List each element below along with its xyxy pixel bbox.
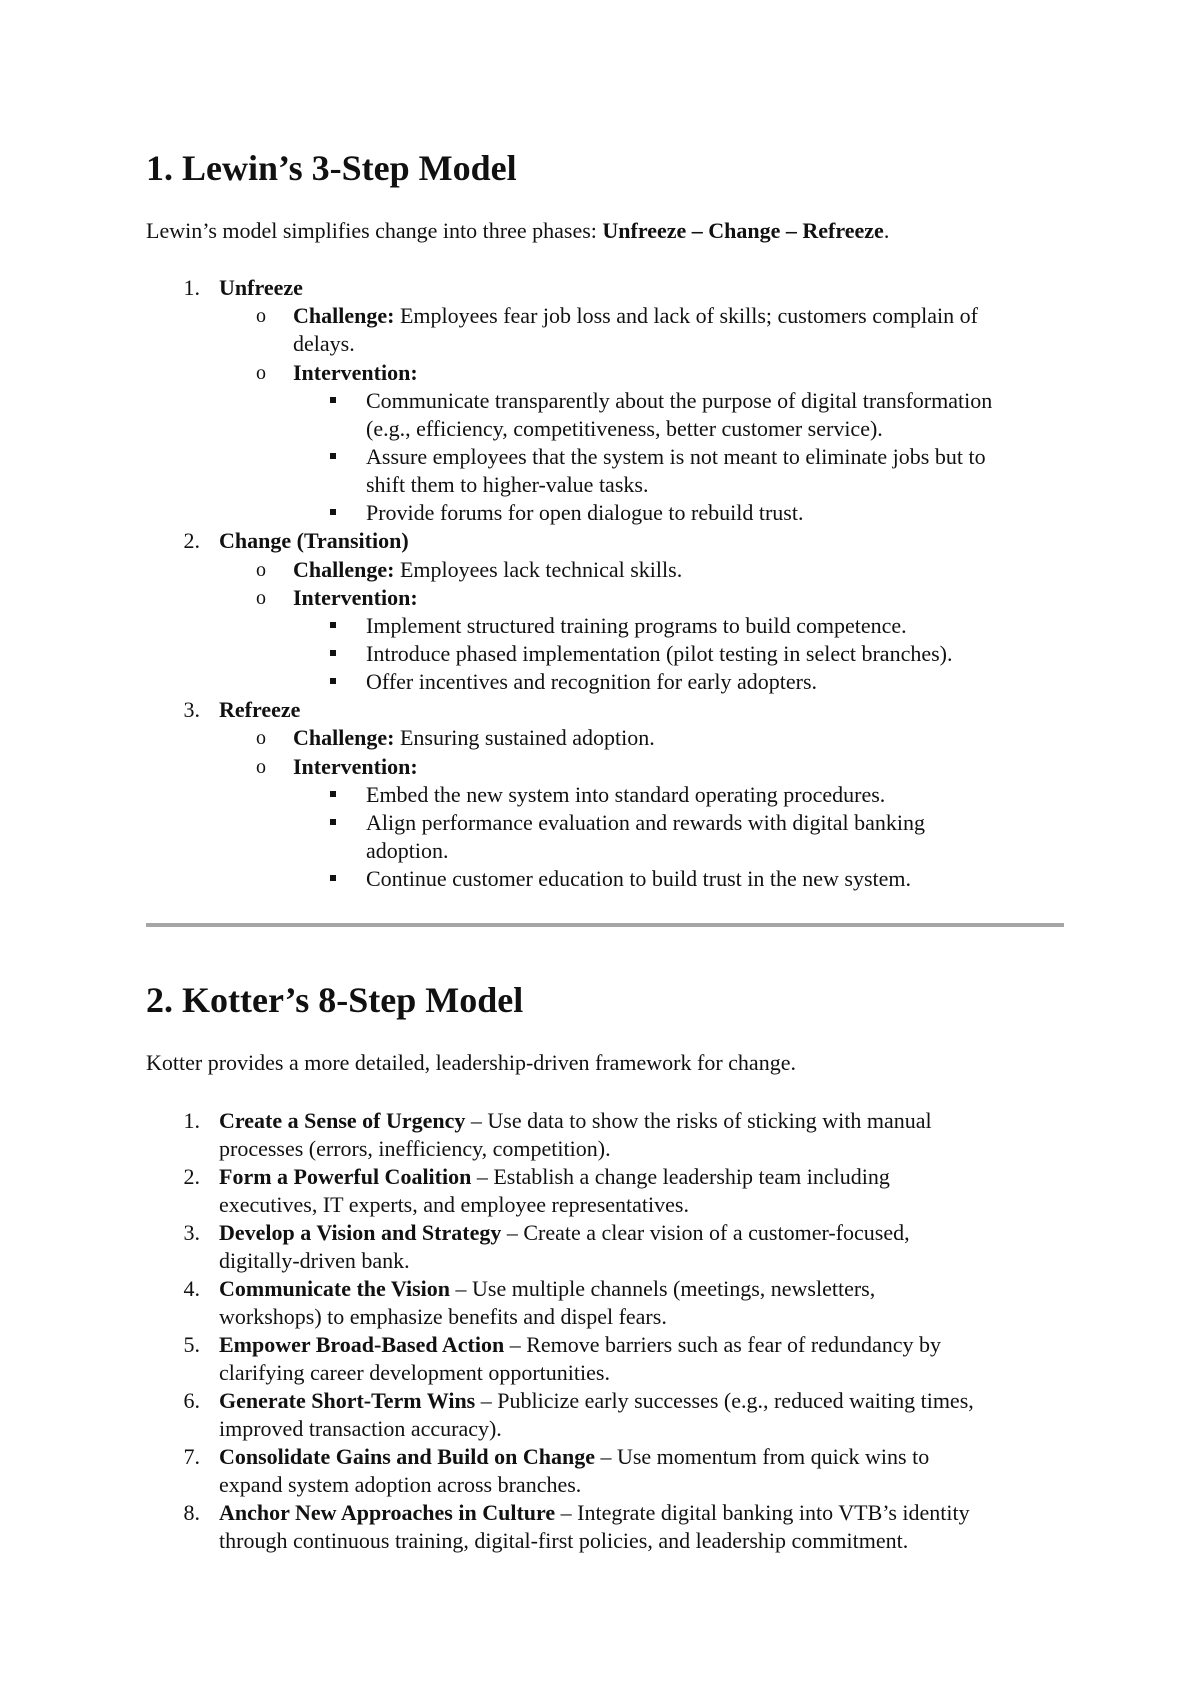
lewin-step-number: 2. bbox=[183, 528, 200, 553]
lewin-step-title: Change (Transition) bbox=[219, 528, 409, 553]
kotter-step bbox=[219, 1443, 929, 1471]
kotter-step-number: 5. bbox=[183, 1332, 200, 1357]
square-bullet-icon bbox=[330, 622, 336, 628]
circle-bullet-icon: o bbox=[256, 559, 266, 581]
kotter-intro: Kotter provides a more detailed, leadership-driven framework for change. bbox=[146, 1050, 796, 1075]
kotter-step-title: Anchor New Approaches in Culture bbox=[219, 1500, 556, 1525]
kotter-step-number: 7. bbox=[183, 1444, 200, 1469]
kotter-step-text: – Use multiple channels (meetings, newsletters, bbox=[450, 1276, 876, 1301]
intervention-item: Offer incentives and recognition for early adopters. bbox=[366, 669, 818, 694]
kotter-step-number: 1. bbox=[183, 1108, 200, 1133]
challenge-text-continued: delays. bbox=[293, 331, 355, 356]
lewin-step-number: 1. bbox=[183, 275, 200, 300]
kotter-step-text-continued: digitally-driven bank. bbox=[219, 1248, 410, 1273]
square-bullet-icon bbox=[330, 509, 336, 515]
kotter-step bbox=[219, 1163, 890, 1191]
lewin-intro bbox=[146, 217, 889, 245]
kotter-step-text-continued: processes (errors, inefficiency, competition). bbox=[219, 1136, 611, 1161]
lewin-heading: 1. Lewin’s 3-Step Model bbox=[146, 148, 517, 188]
intervention-item: Implement structured training programs to build competence. bbox=[366, 613, 907, 638]
circle-bullet-icon: o bbox=[256, 587, 266, 609]
challenge-label: Challenge: bbox=[293, 725, 395, 750]
kotter-step-text-continued: clarifying career development opportunities. bbox=[219, 1360, 610, 1385]
kotter-step bbox=[219, 1331, 941, 1359]
intervention-item: Communicate transparently about the purpose of digital transformation bbox=[366, 388, 993, 413]
kotter-step-text-continued: expand system adoption across branches. bbox=[219, 1472, 582, 1497]
lewin-intro-phases: Unfreeze – Change – Refreeze bbox=[602, 218, 884, 243]
kotter-step-title: Form a Powerful Coalition bbox=[219, 1164, 472, 1189]
square-bullet-icon bbox=[330, 875, 336, 881]
square-bullet-icon bbox=[330, 791, 336, 797]
intervention-item: Embed the new system into standard operating procedures. bbox=[366, 782, 886, 807]
kotter-step-text: – Remove barriers such as fear of redundancy by bbox=[504, 1332, 941, 1357]
lewin-challenge bbox=[293, 556, 682, 584]
intervention-item-continued: (e.g., efficiency, competitiveness, better customer service). bbox=[366, 416, 883, 441]
lewin-step-number: 3. bbox=[183, 697, 200, 722]
intervention-item-continued: shift them to higher-value tasks. bbox=[366, 472, 649, 497]
circle-bullet-icon: o bbox=[256, 727, 266, 749]
intervention-label: Intervention: bbox=[293, 360, 418, 385]
intervention-item-continued: adoption. bbox=[366, 838, 449, 863]
lewin-challenge bbox=[293, 302, 978, 330]
kotter-step-number: 4. bbox=[183, 1276, 200, 1301]
challenge-label: Challenge: bbox=[293, 557, 395, 582]
kotter-step bbox=[219, 1387, 974, 1415]
lewin-step-title: Refreeze bbox=[219, 697, 301, 722]
kotter-step-text: – Publicize early successes (e.g., reduced waiting times, bbox=[475, 1388, 974, 1413]
intervention-item: Continue customer education to build trust in the new system. bbox=[366, 866, 912, 891]
lewin-intro-text: Lewin’s model simplifies change into three phases: bbox=[146, 218, 603, 243]
kotter-step-number: 8. bbox=[183, 1500, 200, 1525]
intervention-item: Provide forums for open dialogue to rebuild trust. bbox=[366, 500, 804, 525]
intervention-item: Align performance evaluation and rewards with digital banking bbox=[366, 810, 925, 835]
kotter-step bbox=[219, 1499, 970, 1527]
challenge-label: Challenge: bbox=[293, 303, 395, 328]
kotter-step-title: Create a Sense of Urgency bbox=[219, 1108, 466, 1133]
challenge-text: Employees lack technical skills. bbox=[394, 557, 683, 582]
intervention-label: Intervention: bbox=[293, 585, 418, 610]
kotter-step-title: Develop a Vision and Strategy bbox=[219, 1220, 502, 1245]
circle-bullet-icon: o bbox=[256, 305, 266, 327]
kotter-step-text-continued: improved transaction accuracy). bbox=[219, 1416, 502, 1441]
section-divider bbox=[146, 923, 1064, 927]
circle-bullet-icon: o bbox=[256, 756, 266, 778]
square-bullet-icon bbox=[330, 678, 336, 684]
lewin-challenge bbox=[293, 724, 655, 752]
kotter-step-title: Consolidate Gains and Build on Change bbox=[219, 1444, 595, 1469]
challenge-text: Employees fear job loss and lack of skills; customers complain of bbox=[394, 303, 978, 328]
kotter-step-text: – Integrate digital banking into VTB’s identity bbox=[555, 1500, 970, 1525]
kotter-step-text-continued: through continuous training, digital-first policies, and leadership commitment. bbox=[219, 1528, 909, 1553]
kotter-step-number: 6. bbox=[183, 1388, 200, 1413]
circle-bullet-icon: o bbox=[256, 362, 266, 384]
kotter-step-text-continued: executives, IT experts, and employee representatives. bbox=[219, 1192, 689, 1217]
kotter-step bbox=[219, 1275, 875, 1303]
kotter-step-title: Communicate the Vision bbox=[219, 1276, 450, 1301]
kotter-step-text: – Use data to show the risks of sticking with manual bbox=[465, 1108, 932, 1133]
kotter-step bbox=[219, 1107, 932, 1135]
square-bullet-icon bbox=[330, 397, 336, 403]
kotter-step-title: Empower Broad-Based Action bbox=[219, 1332, 505, 1357]
kotter-step-text: – Use momentum from quick wins to bbox=[594, 1444, 930, 1469]
intervention-label: Intervention: bbox=[293, 754, 418, 779]
kotter-heading: 2. Kotter’s 8-Step Model bbox=[146, 980, 524, 1020]
kotter-step-title: Generate Short-Term Wins bbox=[219, 1388, 476, 1413]
square-bullet-icon bbox=[330, 453, 336, 459]
square-bullet-icon bbox=[330, 819, 336, 825]
kotter-step bbox=[219, 1219, 910, 1247]
kotter-step-number: 2. bbox=[183, 1164, 200, 1189]
intervention-item: Assure employees that the system is not meant to eliminate jobs but to bbox=[366, 444, 986, 469]
kotter-step-number: 3. bbox=[183, 1220, 200, 1245]
challenge-text: Ensuring sustained adoption. bbox=[394, 725, 655, 750]
square-bullet-icon bbox=[330, 650, 336, 656]
intervention-item: Introduce phased implementation (pilot testing in select branches). bbox=[366, 641, 953, 666]
kotter-step-text: – Create a clear vision of a customer-focused, bbox=[501, 1220, 910, 1245]
lewin-intro-end: . bbox=[883, 218, 890, 243]
lewin-step-title: Unfreeze bbox=[219, 275, 303, 300]
kotter-step-text: – Establish a change leadership team including bbox=[471, 1164, 890, 1189]
kotter-step-text-continued: workshops) to emphasize benefits and dispel fears. bbox=[219, 1304, 667, 1329]
